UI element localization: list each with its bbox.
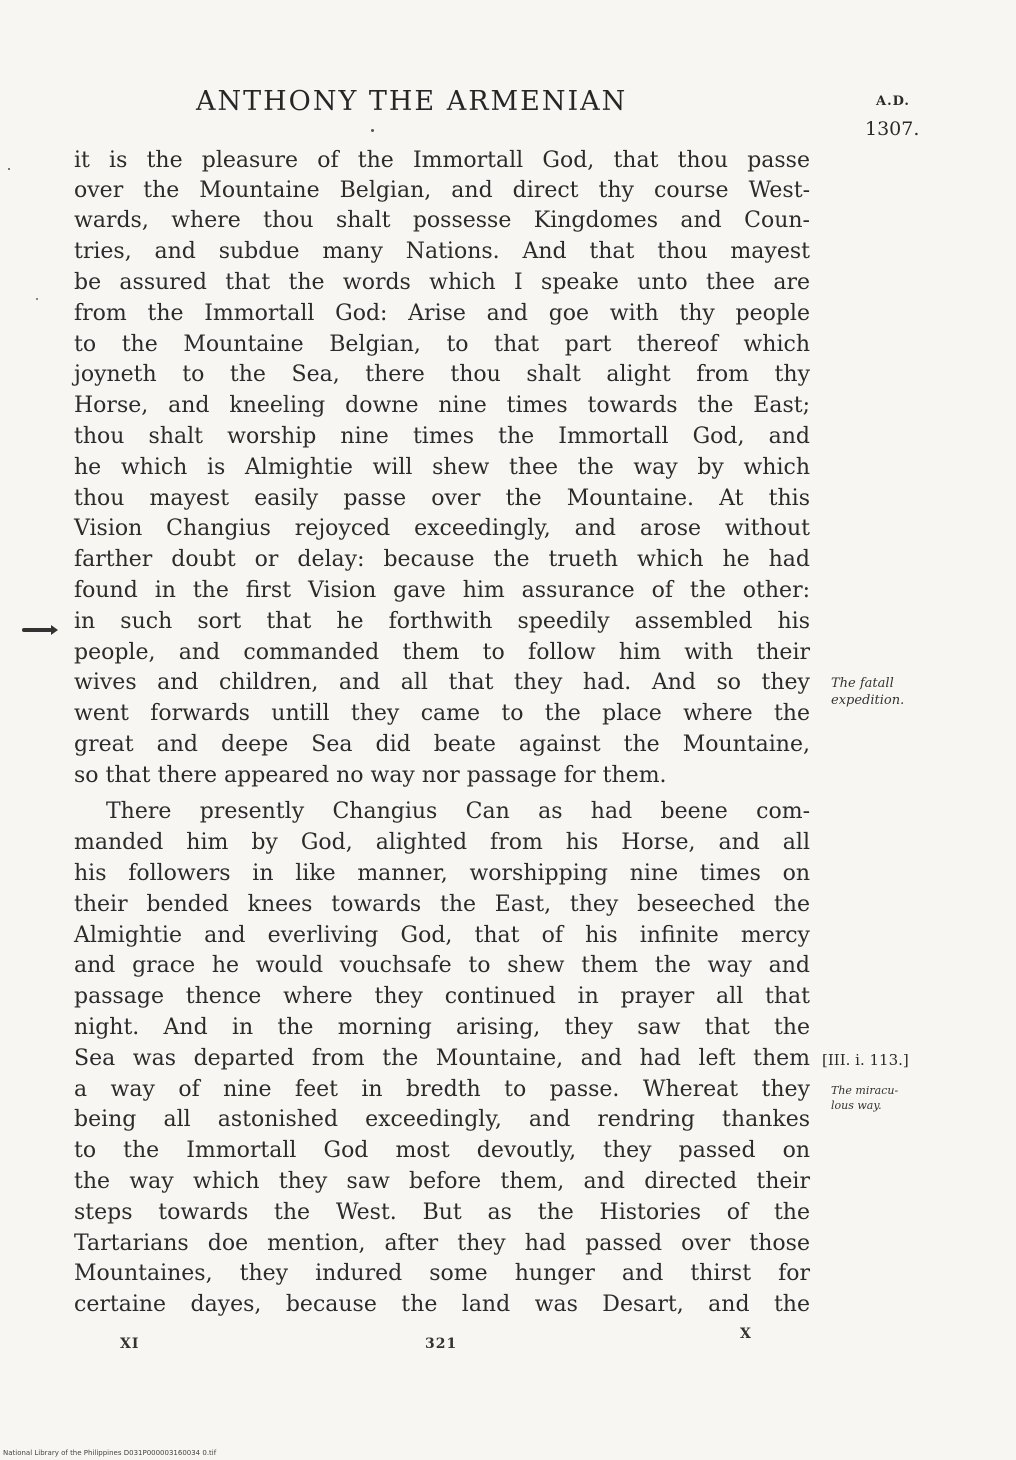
ink-speck [371, 129, 374, 132]
text-line: people, and commanded them to follow him with their [74, 640, 810, 665]
text-line: Horse, and kneeling downe nine times towards the East; [74, 393, 810, 418]
signature-mark-right: X [740, 1326, 752, 1342]
ink-speck [36, 298, 38, 300]
text-line: Mountaines, they indured some hunger and thirst for [74, 1261, 810, 1286]
text-line: steps towards the West. But as the Histories of the [74, 1200, 810, 1225]
text-line: so that there appeared no way nor passage for them. [74, 763, 667, 788]
year-value: 1307. [865, 118, 920, 140]
text-line: being all astonished exceedingly, and rendring thankes [74, 1107, 810, 1132]
text-line: found in the first Vision gave him assurance of the other: [74, 578, 810, 603]
text-line: their bended knees towards the East, they beseeched the [74, 892, 810, 917]
page-number: 321 [425, 1336, 458, 1352]
text-line: over the Mountaine Belgian, and direct thy course West- [74, 178, 810, 203]
text-line: went forwards untill they came to the place where the [74, 701, 810, 726]
text-line: farther doubt or delay: because the trueth which he had [74, 547, 810, 572]
text-line: in such sort that he forthwith speedily assembled his [74, 609, 810, 634]
ink-speck [8, 168, 10, 170]
text-line: Almightie and everliving God, that of his infinite mercy [74, 923, 810, 948]
text-line: a way of nine feet in bredth to passe. Whereat they [74, 1077, 810, 1102]
margin-note-line: expedition. [831, 693, 905, 708]
text-line: wives and children, and all that they had. And so they [74, 670, 810, 695]
text-line: thou shalt worship nine times the Immortall God, and [74, 424, 810, 449]
text-line: wards, where thou shalt possesse Kingdomes and Coun- [74, 208, 810, 233]
scan-imprint: National Library of the Philippines D031P000003160034 0.tif [3, 1449, 217, 1457]
text-line: his followers in like manner, worshipping nine times on [74, 861, 810, 886]
text-line: joyneth to the Sea, there thou shalt alight from thy [74, 362, 810, 387]
text-line: from the Immortall God: Arise and goe with thy people [74, 301, 810, 326]
year-label: A.D. [876, 94, 910, 109]
text-line: Sea was departed from the Mountaine, and had left them [74, 1046, 810, 1071]
text-line: tries, and subdue many Nations. And that thou mayest [74, 239, 810, 264]
text-line: There presently Changius Can as had beene com- [106, 799, 810, 824]
text-line: it is the pleasure of the Immortall God, that thou passe [74, 148, 810, 173]
volume-reference: [III. i. 113.] [822, 1051, 909, 1069]
margin-note-fatall-expedition [831, 675, 904, 709]
text-line: Vision Changius rejoyced exceedingly, and arose without [74, 516, 810, 541]
signature-mark-left: XI [120, 1336, 140, 1352]
text-line: Tartarians doe mention, after they had passed over those [74, 1231, 810, 1256]
text-line: be assured that the words which I speake unto thee are [74, 270, 810, 295]
text-line: and grace he would vouchsafe to shew them the way and [74, 953, 810, 978]
text-line: night. And in the morning arising, they saw that the [74, 1015, 810, 1040]
text-line: great and deepe Sea did beate against the Mountaine, [74, 732, 810, 757]
text-line: he which is Almightie will shew thee the way by which [74, 455, 810, 480]
text-line: certaine dayes, because the land was Desart, and the [74, 1292, 810, 1317]
text-line: the way which they saw before them, and directed their [74, 1169, 810, 1194]
text-line: to the Mountaine Belgian, to that part thereof which [74, 332, 810, 357]
running-title: ANTHONY THE ARMENIAN [196, 86, 628, 117]
margin-note-line: lous way. [831, 1099, 882, 1112]
margin-note-line: The miracu- [831, 1084, 899, 1097]
margin-note-line: The fatall [831, 676, 894, 691]
text-line: thou mayest easily passe over the Mountaine. At this [74, 486, 810, 511]
text-line: passage thence where they continued in prayer all that [74, 984, 810, 1009]
text-line: manded him by God, alighted from his Horse, and all [74, 830, 810, 855]
pointer-mark-icon [22, 628, 52, 632]
margin-note-miraculous-way [831, 1083, 898, 1113]
text-line: to the Immortall God most devoutly, they passed on [74, 1138, 810, 1163]
